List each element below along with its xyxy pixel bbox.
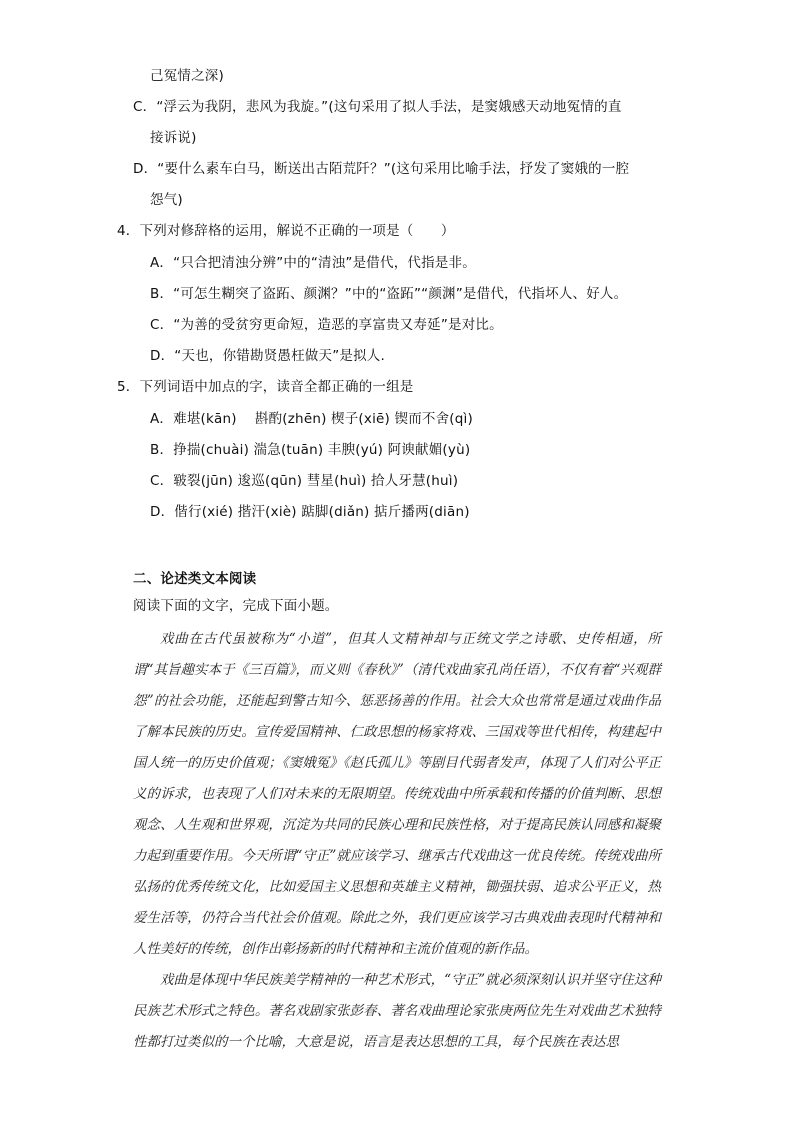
option-b: B．挣揣(chuài) 湍急(tuān) 丰腴(yú) 阿谀献媚(yù) <box>150 442 471 458</box>
passage-paragraph: 戏曲是体现中华民族美学精神的一种艺术形式，“守正”就必须深刻认识并坚守住这种民族艺术形式之特色。著名戏剧家张彭春、著名戏曲理论家张庚两位先生对戏曲艺术独特性都打过类似的一个比喻，大意是说，语言是表达思想的工具，每个民族在表达思 <box>133 972 661 1050</box>
text-line: 己冤情之深) <box>150 68 224 84</box>
option-c-line: C．“浮云为我阴，悲风为我旋。”(这句采用了拟人手法，是窦娥感天动地冤情的直 <box>133 99 622 115</box>
passage-paragraph: 戏曲在古代虽被称为“小道”，但其人文精神却与正统文学之诗歌、史传相通，所谓“其旨趣实本于《三百篇》，而义则《春秋》”（清代戏曲家孔尚任语），不仅有着“兴观群怨”的社会功能，还能起到警古知今、惩恶扬善的作用。社会大众也常常是通过戏曲作品了解本民族的历史。宣传爱国精神、仁政思想的杨家将戏、三国戏等世代相传，构建起中国人统一的历史价值观；《窦娥冤》《赵氏孤儿》等剧目代弱者发声，体现了人们对公平正义的诉求，也表现了人们对未来的无限期望。传统戏曲中所承载和传播的价值判断、思想观念、人生观和世界观，沉淀为共同的民族心理和民族性格，对于提高民族认同感和凝聚力起到重要作用。今天所谓“守正”就应该学习、继承古代戏曲这一优良传统。传统戏曲所弘扬的优秀传统文化，比如爱国主义思想和英雄主义精神，锄强扶弱、追求公平正义，热爱生活等，仍符合当代社会价值观。除此之外，我们更应该学习古典戏曲表现时代精神和人性美好的传统，创作出彰扬新的时代精神和主流价值观的新作品。 <box>133 631 661 957</box>
text-line: 怨气) <box>150 192 183 208</box>
option-c: C．“为善的受贫穷更命短，造恶的享富贵又寿延”是对比。 <box>150 317 503 333</box>
option-a: A．“只合把清浊分辨”中的“清浊”是借代，代指是非。 <box>150 255 476 271</box>
section-heading: 二、论述类文本阅读 <box>133 571 257 587</box>
option-a: A．难堪(kān) 斟酌(zhēn) 楔子(xiē) 锲而不舍(qì) <box>150 411 473 427</box>
option-c: C．皲裂(jūn) 逡巡(qūn) 彗星(huì) 拾人牙慧(huì) <box>150 473 459 489</box>
option-d: D．偕行(xié) 揩汗(xiè) 踮脚(diǎn) 掂斤播两(diān) <box>150 504 470 520</box>
section-instruction: 阅读下面的文字，完成下面小题。 <box>133 598 339 614</box>
option-b: B．“可怎生糊突了盗跖、颜渊？”中的“盗跖”“颜渊”是借代，代指坏人、好人。 <box>150 286 628 302</box>
reading-passage <box>133 624 661 1058</box>
option-d: D．“天也，你错勘贤愚枉做天”是拟人. <box>150 348 385 364</box>
question-stem: 4．下列对修辞格的运用，解说不正确的一项是（ ） <box>117 223 455 239</box>
text-line: 接诉说) <box>150 130 197 146</box>
question-stem: 5．下列词语中加点的字，读音全都正确的一组是 <box>117 379 414 395</box>
option-d-line: D．“要什么素车白马，断送出古陌荒阡？”(这句采用比喻手法，抒发了窦娥的一腔 <box>133 161 630 177</box>
